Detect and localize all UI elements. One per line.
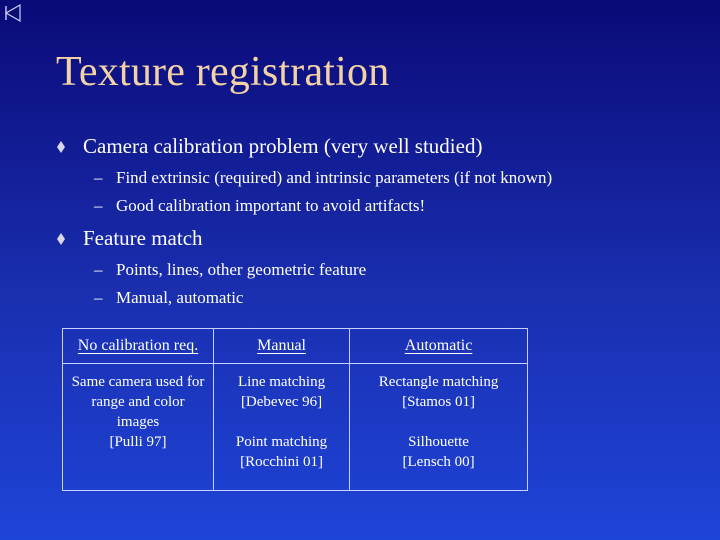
sub-bullet-points-lines <box>94 260 366 280</box>
dash-marker: – <box>94 260 103 279</box>
header-manual: Manual <box>214 329 350 364</box>
cell-manual-methods <box>214 364 350 491</box>
bullet-camera-calibration <box>56 134 482 159</box>
header-no-calibration: No calibration req. <box>63 329 214 364</box>
sub-bullet-text: Points, lines, other geometric feature <box>116 260 367 279</box>
sub-bullet-text: Find extrinsic (required) and intrinsic parameters (if not known) <box>116 168 553 187</box>
diamond-bullet-icon <box>56 140 66 154</box>
slide-title: Texture registration <box>56 49 390 95</box>
method-rectangle-matching: Rectangle matching [Stamos 01] <box>378 374 499 410</box>
dash-marker: – <box>94 168 103 187</box>
sub-bullet-text: Manual, automatic <box>116 288 244 307</box>
sub-bullet-extrinsic <box>94 168 552 188</box>
method-silhouette: Silhouette [Lensch 00] <box>402 434 475 470</box>
dash-marker: – <box>94 196 103 215</box>
table-row <box>63 364 528 491</box>
bullet-feature-match <box>56 226 203 251</box>
cell-same-camera: Same camera used for range and color images [Pulli 97] <box>63 364 214 491</box>
registration-methods-table <box>62 328 528 491</box>
bullet-text: Camera calibration problem (very well studied) <box>83 134 483 158</box>
sub-bullet-manual-automatic <box>94 288 243 308</box>
bullet-text: Feature match <box>83 226 203 250</box>
diamond-bullet-icon <box>56 232 66 246</box>
method-line-matching: Line matching [Debevec 96] <box>238 374 326 410</box>
triangle-left-icon[interactable] <box>3 3 23 23</box>
sub-bullet-text: Good calibration important to avoid artifacts! <box>116 196 426 215</box>
table-header-row <box>63 329 528 364</box>
cell-automatic-methods <box>350 364 528 491</box>
method-point-matching: Point matching [Rocchini 01] <box>235 434 328 470</box>
sub-bullet-good-calibration <box>94 196 425 216</box>
header-automatic: Automatic <box>350 329 528 364</box>
dash-marker: – <box>94 288 103 307</box>
